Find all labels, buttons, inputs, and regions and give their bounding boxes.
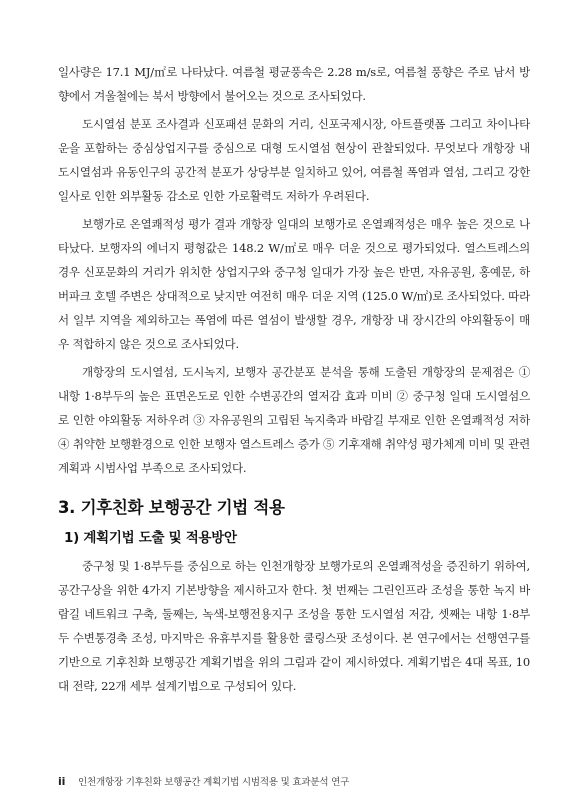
body-paragraph-solar-wind: 일사량은 17.1 MJ/㎡로 나타났다. 여름철 평균풍속은 2.28 m/s로, 여름철 풍향은 주로 남서 방향에서 겨울철에는 북서 방향에서 불어오는 것으로 조사되었다. xyxy=(58,65,530,103)
page-number: ii xyxy=(58,775,66,788)
page-footer xyxy=(58,774,349,788)
running-title: 인천개항장 기후친화 보행공간 계획기법 시범적용 및 효과분석 연구 xyxy=(77,777,350,788)
section-heading: 3. 기후친화 보행공간 기법 적용 xyxy=(58,498,285,517)
body-paragraph-problems: 개항장의 도시열섬, 도시녹지, 보행자 공간분포 분석을 통해 도출된 개항장의 문제점은 ① 내항 1·8부두의 높은 표면온도로 인한 수변공간의 열저감 효과 미비 ② 중구청 일대 도시열섬으로 인한 야외활동 저하우려 ③ 자유공원의 고립된 녹지축과 바람길 부재로 인한 온열쾌적성 저하 ④ 취약한 보행환경으로 인한 보행자 열스트레스 증가 ⑤ 기후재해 취약성 평가체계 미비 및 관련 계획과 시범사업 부족으로 조사되었다. xyxy=(58,365,530,475)
body-paragraph-thermal-comfort: 보행가로 온열쾌적성 평가 결과 개항장 일대의 보행가로 온열쾌적성은 매우 높은 것으로 나타났다. 보행자의 에너지 평형값은 148.2 W/㎡로 매우 더운 것으로 평가되었다. 열스트레스의 경우 신포문화의 거리가 위치한 상업지구와 중구청 일대가 가장 높은 반면, 자유공원, 홍예문, 하버파크 호텔 주변은 상대적으로 낮지만 여전히 매우 더운 지역 (125.0 W/㎡)로 조사되었다. 따라서 일부 지역을 제외하고는 폭염에 따른 열섬이 발생할 경우, 개항장 내 장시간의 야외활동이 매우 적합하지 않은 것으로 조사되었다. xyxy=(58,217,531,351)
subsection-heading: 1) 계획기법 도출 및 적용방안 xyxy=(64,530,237,546)
body-paragraph-planning-methods: 중구청 및 1·8부두를 중심으로 하는 인천개항장 보행가로의 온열쾌적성을 증진하기 위하여, 공간구상을 위한 4가지 기본방향을 제시하고자 한다. 첫 번째는 그린인프라 조성을 통한 녹지 바람길 네트워크 구축, 둘째는, 녹색-보행전용지구 조성을 통한 도시열섬 저감, 셋째는 내항 1·8부두 수변통경축 조성, 마지막은 유휴부지를 활용한 쿨링스팟 조성이다. 본 연구에서는 선행연구를 기반으로 기후친화 보행공간 계획기법을 위의 그림과 같이 제시하였다. 계획기법은 4대 목표, 10대 전략, 22개 세부 설계기법으로 구성되어 있다. xyxy=(58,559,530,693)
document-page xyxy=(58,60,530,702)
body-paragraph-heat-island: 도시열섬 분포 조사결과 신포패션 문화의 거리, 신포국제시장, 아트플랫폼 그리고 차이나타운을 포함하는 중심상업지구를 중심으로 대형 도시열섬 현상이 관찰되었다. 무엇보다 개항장 내 도시열섬과 유동인구의 공간적 분포가 상당부분 일치하고 있어, 여름철 폭염과 열섬, 그리고 강한 일사로 인한 외부활동 감소로 인한 가로활력도 저하가 우려된다. xyxy=(58,117,530,203)
